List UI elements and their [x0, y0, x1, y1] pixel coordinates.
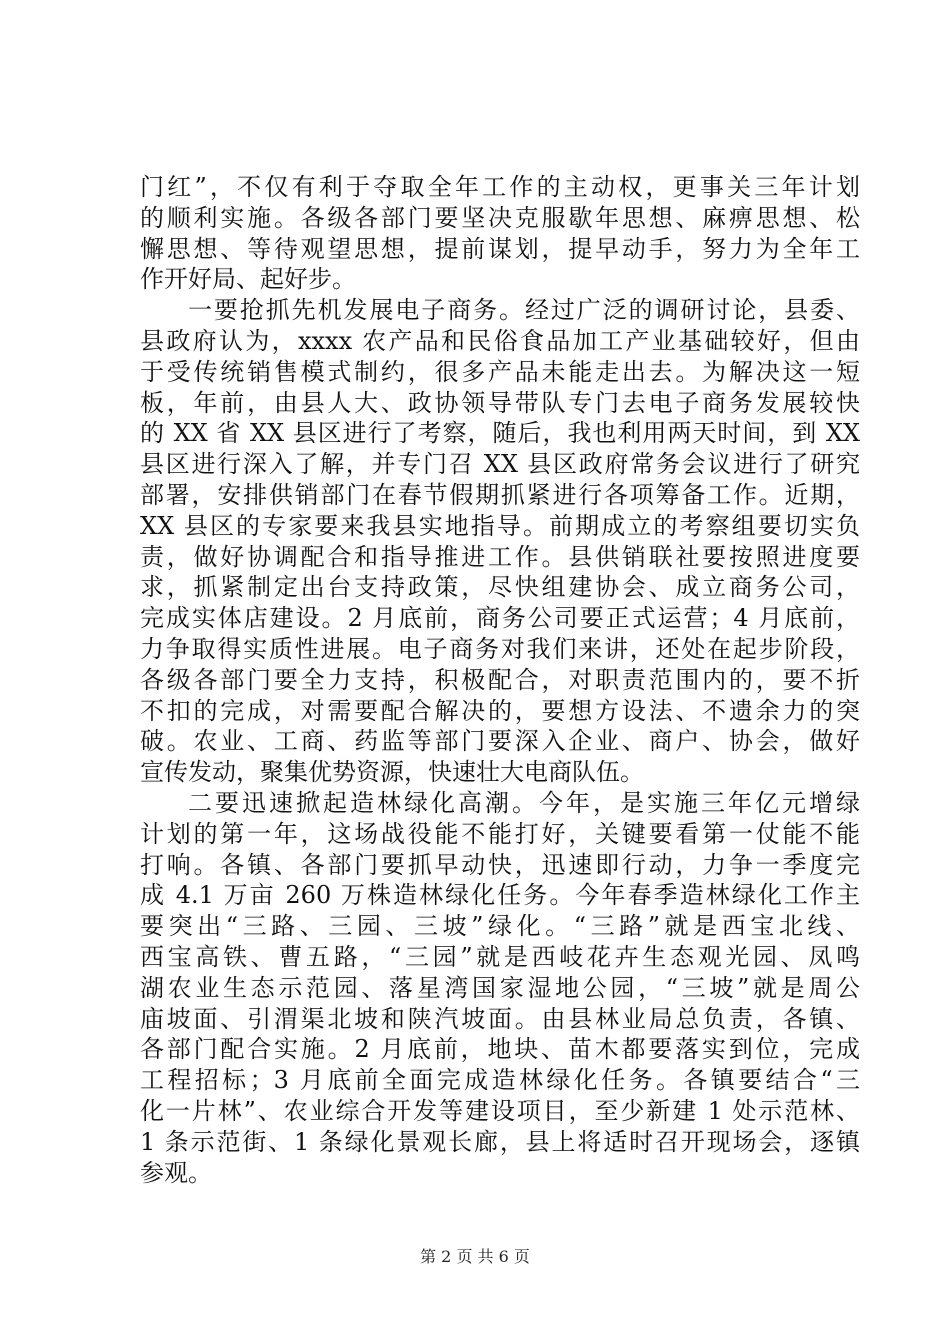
text-line: 参观。	[140, 1158, 212, 1187]
text-line: 部署，安排供销部门在春节假期抓紧进行各项筹备工作。近期，	[140, 480, 860, 509]
text-line: 庙坡面、引渭渠北坡和陕汽坡面。由县林业局总负责，各镇、	[140, 1004, 860, 1033]
paragraph-first-line: 二要迅速掀起造林绿化高潮。今年，是实施三年亿元增绿	[188, 788, 860, 817]
text-line: 破。农业、工商、药监等部门要深入企业、商户、协会，做好	[140, 727, 860, 756]
text-line: 要突出“三路、三园、三坡”绿化。“三路”就是西宝北线、	[140, 912, 860, 941]
text-line: 各部门配合实施。2 月底前，地块、苗木都要落实到位，完成	[140, 1035, 860, 1064]
text-line: 各级各部门要全力支持，积极配合，对职责范围内的，要不折	[140, 665, 860, 694]
text-line: 打响。各镇、各部门要抓早动快，迅速即行动，力争一季度完	[140, 850, 860, 879]
text-line: 湖农业生态示范园、落星湾国家湿地公园，“三坡”就是周公	[140, 973, 860, 1002]
text-line: 宣传发动，聚集优势资源，快速壮大电商队伍。	[140, 758, 644, 787]
text-line: 于受传统销售模式制约，很多产品未能走出去。为解决这一短	[140, 357, 860, 386]
text-line: 求，抓紧制定出台支持政策，尽快组建协会、成立商务公司，	[140, 573, 860, 602]
text-line: 县区进行深入了解，并专门召 XX 县区政府常务会议进行了研究	[140, 450, 860, 479]
text-line: 板，年前，由县人大、政协领导带队专门去电子商务发展较快	[140, 388, 860, 417]
text-line: 门红”，不仅有利于夺取全年工作的主动权，更事关三年计划	[140, 173, 860, 201]
text-line: 的顺利实施。各级各部门要坚决克服歇年思想、麻痹思想、松	[140, 203, 860, 232]
text-line: 工程招标；3 月底前全面完成造林绿化任务。各镇要结合“三	[140, 1066, 860, 1095]
page-number-footer: 第 2 页 共 6 页	[420, 1247, 530, 1266]
text-line: 力争取得实质性进展。电子商务对我们来讲，还处在起步阶段，	[140, 634, 860, 663]
text-line: XX 县区的专家要来我县实地指导。前期成立的考察组要切实负	[140, 511, 860, 540]
text-line: 成 4.1 万亩 260 万株造林绿化任务。今年春季造林绿化工作主	[140, 881, 860, 910]
text-line: 懈思想、等待观望思想，提前谋划，提早动手，努力为全年工	[140, 234, 860, 263]
text-line: 县政府认为，xxxx 农产品和民俗食品加工产业基础较好，但由	[140, 326, 860, 355]
text-line: 不扣的完成，对需要配合解决的，要想方设法、不遗余力的突	[140, 696, 860, 725]
text-line: 化一片林”、农业综合开发等建设项目，至少新建 1 处示范林、	[140, 1096, 860, 1125]
text-line: 责，做好协调配合和指导推进工作。县供销联社要按照进度要	[140, 542, 860, 571]
text-line: 完成实体店建设。2 月底前，商务公司要正式运营；4 月底前，	[140, 604, 860, 633]
text-line: 的 XX 省 XX 县区进行了考察，随后，我也利用两天时间，到 XX	[140, 419, 860, 448]
text-line: 作开好局、起好步。	[140, 265, 356, 294]
paragraph-first-line: 一要抢抓先机发展电子商务。经过广泛的调研讨论，县委、	[188, 296, 860, 325]
body-text	[140, 172, 860, 1188]
text-line: 计划的第一年，这场战役能不能打好，关键要看第一仗能不能	[140, 819, 860, 848]
text-line: 西宝高铁、曹五路，“三园”就是西岐花卉生态观光园、凤鸣	[140, 942, 860, 971]
text-line: 1 条示范街、1 条绿化景观长廊，县上将适时召开现场会，逐镇	[140, 1127, 860, 1156]
